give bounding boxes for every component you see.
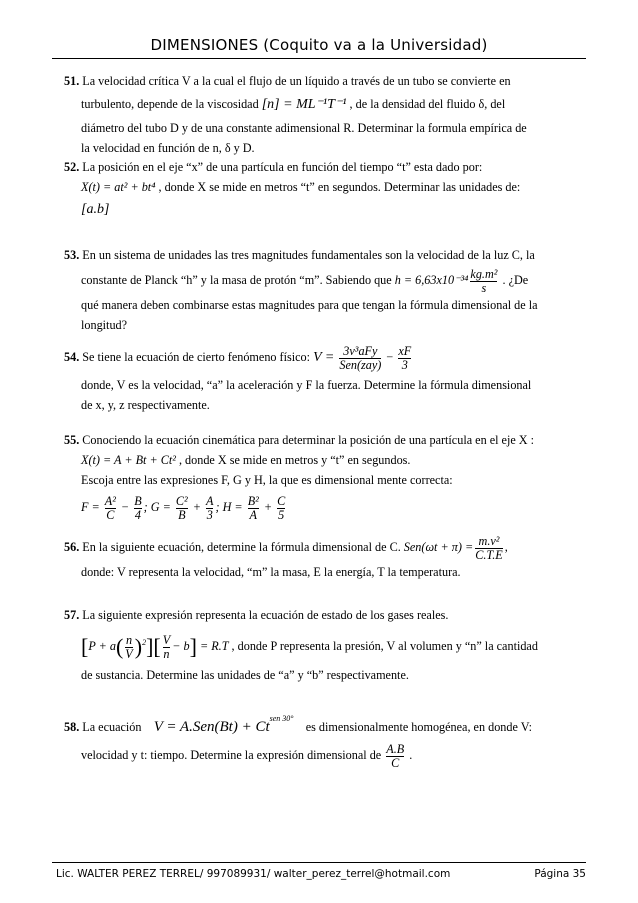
operator: + [263, 500, 273, 514]
units-expression: [a.b] [81, 202, 110, 217]
page-title: DIMENSIONES (Coquito va a la Universidad) [150, 36, 488, 54]
equation-term: P + a [88, 639, 116, 654]
fraction-denominator: 5 [278, 507, 285, 522]
problem-58 [64, 706, 584, 770]
minus-sign: − [386, 350, 394, 364]
right-paren: ) [134, 634, 143, 660]
right-bracket: ] [189, 634, 197, 660]
problem-text: , donde X se mide en metros y “t” en segundos. [178, 453, 411, 467]
fraction-denominator: C [386, 756, 404, 770]
fraction-denominator: 4 [134, 507, 141, 522]
problem-text: Conociendo la ecuación cinemática para determinar la posición de una partícula en el eje X : [82, 433, 535, 447]
expr-label: G = [150, 500, 171, 514]
problem-text: La velocidad crítica V a la cual el flujo de un líquido a través de un tubo se convierte en [82, 74, 511, 88]
fraction-numerator: B² [247, 493, 259, 508]
right-bracket: ] [146, 634, 154, 660]
problem-text: En la siguiente ecuación, determine la fórmula dimensional de C. [82, 540, 401, 554]
problem-text: La siguiente expresión representa la ecuación de estado de los gases reales. [82, 608, 449, 622]
fraction-numerator: A² [104, 493, 116, 508]
fraction-denominator: V [125, 646, 133, 661]
problem-53 [64, 245, 584, 335]
problem-text: . ¿De [502, 273, 529, 287]
problem-number: 51. [64, 74, 80, 88]
equation-term: − b [172, 639, 190, 654]
fraction-numerator: A [206, 493, 214, 508]
exponent: sen 30° [269, 714, 294, 723]
problem-number: 52. [64, 160, 80, 174]
problem-text: Escoja entre las expresiones F, G y H, la que es dimensional mente correcta: [81, 473, 453, 487]
left-paren: ( [115, 634, 124, 660]
problem-number: 54. [64, 350, 80, 364]
fraction-denominator: 3 [398, 358, 411, 372]
operator: + [192, 500, 201, 514]
problem-text: de sustancia. Determine las unidades de “a” y “b” respectivamente. [81, 668, 409, 683]
fraction-denominator: n [163, 646, 170, 661]
problem-56 [64, 532, 584, 582]
sine-equation: Sen(ωt + π) = [403, 540, 474, 554]
fraction-denominator: A [249, 507, 257, 522]
problem-text: diámetro del tubo D y de una constante adimensional R. Determinar la formula empírica de [81, 121, 527, 135]
fraction-denominator: 3 [206, 507, 213, 522]
fraction-numerator: B [134, 493, 142, 508]
page-number: Página 35 [534, 868, 586, 880]
problem-text: En un sistema de unidades las tres magnitudes fundamentales son la velocidad de la luz C, la [82, 248, 535, 262]
problem-text: , donde X se mide en metros “t” en segundos. Determinar las unidades de: [158, 180, 521, 194]
equation-term: = R.T [199, 639, 229, 654]
kinematic-equation: X(t) = A + Bt + Ct² [81, 453, 176, 467]
expr-label: F = [81, 500, 100, 514]
fraction-numerator: A.B [386, 741, 405, 756]
punctuation: , [504, 540, 508, 554]
problem-text: La posición en el eje “x” de una partícula en función del tiempo “t” esta dado por: [82, 160, 483, 174]
operator: − [120, 500, 130, 514]
problem-text: , donde P representa la presión, V al volumen y “n” la cantidad [231, 639, 538, 654]
problem-text: turbulento, depende de la viscosidad [81, 97, 259, 111]
fraction-numerator: C [277, 493, 286, 508]
fraction-numerator: kg.m² [470, 266, 498, 281]
homogeneous-equation: V = A.Sen(Bt) + Ct [153, 719, 270, 735]
position-equation: X(t) = at² + bt⁴ [81, 180, 156, 194]
fraction-denominator: C [106, 507, 115, 522]
left-bracket: [ [153, 634, 161, 660]
problem-text: es dimensionalmente homogénea, en donde V: [305, 720, 533, 734]
problem-text: Se tiene la ecuación de cierto fenómeno físico: [82, 350, 311, 364]
gas-equation [81, 632, 229, 661]
left-bracket: [ [81, 634, 89, 660]
fraction-numerator: 3v³aFy [343, 343, 378, 358]
fraction-denominator: B [176, 508, 188, 522]
problem-51 [64, 71, 584, 158]
candidate-expressions [64, 490, 584, 524]
fraction-denominator: C.T.E [475, 547, 503, 562]
problem-number: 55. [64, 433, 80, 447]
fraction-numerator: n [125, 632, 133, 647]
problem-54 [64, 340, 584, 415]
problem-text: constante de Planck “h” y la masa de protón “m”. Sabiendo que [81, 273, 392, 287]
footer-author: Lic. WALTER PEREZ TERREL/ 997089931/ walter_perez_terrel@hotmail.com [56, 868, 451, 880]
problem-number: 56. [64, 540, 80, 554]
problem-text: , de la densidad del fluido δ, del [349, 97, 506, 111]
expr-label: H = [222, 500, 243, 514]
page-footer [56, 868, 586, 880]
planck-equation: h = 6,63x10⁻³⁴ [394, 273, 469, 287]
equation-lhs: V = [313, 350, 335, 365]
problem-57 [64, 605, 584, 685]
problem-text: qué manera deben combinarse estas magnitudes para que tengan la fórmula dimensional de la [81, 298, 538, 312]
problem-text: donde, V es la velocidad, “a” la aceleración y F la fuerza. Determine la fórmula dimensional [81, 378, 532, 392]
fraction-denominator: Sen(zay) [339, 357, 382, 372]
problem-text: de x, y, z respectivamente. [81, 398, 210, 412]
footer-rule [52, 862, 586, 863]
fraction-numerator: m.v² [478, 533, 500, 548]
viscosity-equation: [n] = ML⁻¹T⁻¹ [261, 97, 347, 112]
problem-text: donde: V representa la velocidad, “m” la masa, E la energía, T la temperatura. [81, 565, 461, 579]
punctuation: . [409, 748, 413, 762]
fraction-numerator: C² [175, 493, 188, 508]
problem-55 [64, 430, 584, 524]
fraction-denominator: s [470, 281, 497, 295]
header-rule [52, 58, 586, 59]
problem-text: longitud? [81, 318, 128, 332]
fraction-numerator: xF [398, 343, 412, 358]
separator: ; [215, 500, 220, 514]
problem-text: La ecuación [82, 720, 142, 734]
problem-text: la velocidad en función de n, δ y D. [81, 141, 255, 155]
problem-52 [64, 157, 584, 222]
problem-number: 53. [64, 248, 80, 262]
separator: ; [143, 500, 148, 514]
problem-text: velocidad y t: tiempo. Determine la expresión dimensional de [81, 748, 382, 762]
problem-number: 58. [64, 720, 80, 734]
problem-number: 57. [64, 608, 80, 622]
fraction-numerator: V [162, 632, 171, 647]
exponent: 2 [142, 638, 147, 647]
